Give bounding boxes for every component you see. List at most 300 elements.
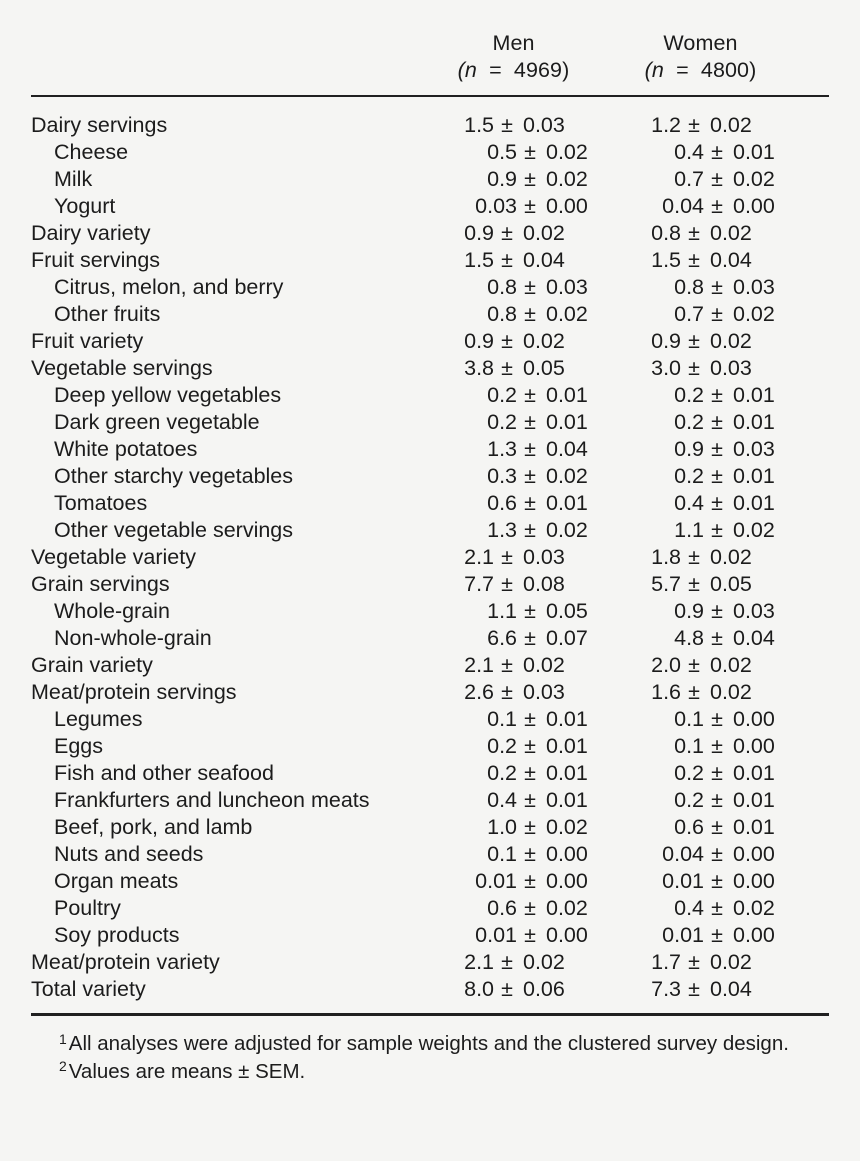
- table-row: [31, 679, 829, 706]
- n-italic: (n: [457, 58, 477, 82]
- mean-value: 0.1: [487, 842, 517, 866]
- value-cell-women: [630, 706, 817, 733]
- mean-value: 2.6: [464, 680, 494, 704]
- mean-value: 0.9: [674, 599, 704, 623]
- plus-minus-icon: ±: [524, 302, 536, 326]
- table-body: [31, 97, 829, 1003]
- mean-value: 3.8: [464, 356, 494, 380]
- footnote-text: All analyses were adjusted for sample weights and the clustered survey design.: [68, 1032, 789, 1055]
- value-cell-men: [420, 976, 607, 1003]
- mean-value: 0.9: [487, 167, 517, 191]
- sem-value: 0.03: [710, 356, 752, 380]
- value-cell-men: [443, 193, 630, 220]
- plus-minus-icon: ±: [524, 518, 536, 542]
- sem-value: 0.02: [546, 140, 588, 164]
- column-header-row: [31, 30, 829, 84]
- table-row: [31, 760, 829, 787]
- sem-value: 0.02: [733, 302, 775, 326]
- sem-value: 0.02: [733, 896, 775, 920]
- mean-value: 0.6: [487, 896, 517, 920]
- sem-value: 0.03: [733, 437, 775, 461]
- value-cell-men: [443, 814, 630, 841]
- mean-value: 0.8: [487, 302, 517, 326]
- mean-value: 0.9: [464, 329, 494, 353]
- value-cell-women: [607, 247, 794, 274]
- sem-value: 0.02: [546, 302, 588, 326]
- mean-value: 0.6: [674, 815, 704, 839]
- row-label-sub: Tomatoes: [54, 491, 148, 515]
- mean-value: 8.0: [464, 977, 494, 1001]
- sem-value: 0.03: [733, 275, 775, 299]
- value-cell-women: [607, 652, 794, 679]
- column-header-men: [420, 30, 607, 84]
- plus-minus-icon: ±: [524, 815, 536, 839]
- sem-value: 0.01: [546, 734, 588, 758]
- value-cell-men: [443, 490, 630, 517]
- row-label-sub: Dark green vegetable: [54, 410, 260, 434]
- table-row: [31, 949, 829, 976]
- plus-minus-icon: ±: [711, 464, 723, 488]
- sem-value: 0.01: [546, 410, 588, 434]
- mean-value: 0.01: [475, 869, 517, 893]
- value-cell-women: [607, 544, 794, 571]
- value-cell-women: [607, 328, 794, 355]
- plus-minus-icon: ±: [501, 113, 513, 137]
- row-label: Grain servings: [31, 572, 170, 596]
- value-cell-women: [630, 598, 817, 625]
- mean-value: 0.1: [674, 734, 704, 758]
- plus-minus-icon: ±: [688, 329, 700, 353]
- plus-minus-icon: ±: [711, 869, 723, 893]
- table-row: [31, 274, 829, 301]
- plus-minus-icon: ±: [711, 842, 723, 866]
- mean-value: 7.3: [651, 977, 681, 1001]
- sem-value: 0.01: [546, 383, 588, 407]
- value-cell-men: [443, 274, 630, 301]
- plus-minus-icon: ±: [711, 896, 723, 920]
- sem-value: 0.01: [733, 140, 775, 164]
- plus-minus-icon: ±: [711, 815, 723, 839]
- value-cell-women: [630, 760, 817, 787]
- value-cell-women: [630, 382, 817, 409]
- value-cell-women: [607, 679, 794, 706]
- sem-value: 0.02: [710, 950, 752, 974]
- value-cell-men: [443, 895, 630, 922]
- table-row: [31, 193, 829, 220]
- row-label-sub: Nuts and seeds: [54, 842, 204, 866]
- table-row: [31, 571, 829, 598]
- row-label-sub: Legumes: [54, 707, 143, 731]
- sem-value: 0.04: [523, 248, 565, 272]
- value-cell-men: [420, 220, 607, 247]
- sem-value: 0.00: [546, 869, 588, 893]
- value-cell-women: [630, 895, 817, 922]
- plus-minus-icon: ±: [688, 950, 700, 974]
- mean-value: 0.2: [674, 761, 704, 785]
- mean-value: 0.2: [487, 410, 517, 434]
- mean-value: 2.1: [464, 653, 494, 677]
- mean-value: 1.1: [674, 518, 704, 542]
- sem-value: 0.01: [546, 761, 588, 785]
- value-cell-men: [420, 949, 607, 976]
- sem-value: 0.00: [546, 842, 588, 866]
- value-cell-women: [630, 625, 817, 652]
- sem-value: 0.02: [523, 329, 565, 353]
- column-group-label: Women: [663, 31, 738, 55]
- sem-value: 0.06: [523, 977, 565, 1001]
- row-label: Dairy variety: [31, 221, 151, 245]
- mean-value: 2.1: [464, 545, 494, 569]
- table-row: [31, 706, 829, 733]
- value-cell-women: [630, 139, 817, 166]
- sem-value: 0.03: [523, 680, 565, 704]
- sem-value: 0.03: [546, 275, 588, 299]
- table-row: [31, 463, 829, 490]
- table-row: [31, 382, 829, 409]
- sem-value: 0.01: [733, 383, 775, 407]
- mean-value: 0.1: [487, 707, 517, 731]
- row-label: Fruit servings: [31, 248, 161, 272]
- mean-value: 2.1: [464, 950, 494, 974]
- sem-value: 0.02: [710, 329, 752, 353]
- sem-value: 0.02: [523, 950, 565, 974]
- sem-value: 0.08: [523, 572, 565, 596]
- value-cell-women: [630, 166, 817, 193]
- sem-value: 0.02: [710, 653, 752, 677]
- mean-value: 0.3: [487, 464, 517, 488]
- value-cell-men: [443, 598, 630, 625]
- value-cell-men: [420, 328, 607, 355]
- value-cell-men: [443, 301, 630, 328]
- value-cell-men: [420, 652, 607, 679]
- sem-value: 0.04: [710, 248, 752, 272]
- column-group-label: Men: [492, 31, 535, 55]
- mean-value: 4.8: [674, 626, 704, 650]
- row-label-sub: Milk: [54, 167, 93, 191]
- row-label: Dairy servings: [31, 113, 168, 137]
- plus-minus-icon: ±: [688, 653, 700, 677]
- plus-minus-icon: ±: [524, 761, 536, 785]
- row-label-sub: Cheese: [54, 140, 129, 164]
- mean-value: 1.5: [464, 113, 494, 137]
- value-cell-women: [630, 517, 817, 544]
- mean-value: 0.4: [674, 491, 704, 515]
- value-cell-women: [630, 841, 817, 868]
- sem-value: 0.02: [710, 221, 752, 245]
- footnote: [31, 1030, 829, 1058]
- footnote-marker: 2: [59, 1058, 67, 1075]
- plus-minus-icon: ±: [524, 599, 536, 623]
- plus-minus-icon: ±: [501, 545, 513, 569]
- mean-value: 0.2: [674, 464, 704, 488]
- plus-minus-icon: ±: [711, 788, 723, 812]
- mean-value: 0.4: [487, 788, 517, 812]
- plus-minus-icon: ±: [711, 167, 723, 191]
- plus-minus-icon: ±: [524, 734, 536, 758]
- sem-value: 0.01: [546, 788, 588, 812]
- mean-value: 1.2: [651, 113, 681, 137]
- plus-minus-icon: ±: [711, 194, 723, 218]
- value-cell-men: [420, 355, 607, 382]
- mean-value: 0.03: [475, 194, 517, 218]
- table-row: [31, 301, 829, 328]
- row-label-sub: Citrus, melon, and berry: [54, 275, 284, 299]
- plus-minus-icon: ±: [711, 302, 723, 326]
- mean-value: 0.8: [674, 275, 704, 299]
- plus-minus-icon: ±: [711, 923, 723, 947]
- plus-minus-icon: ±: [524, 491, 536, 515]
- sem-value: 0.00: [546, 923, 588, 947]
- sem-value: 0.00: [733, 734, 775, 758]
- mean-value: 6.6: [487, 626, 517, 650]
- mean-value: 1.1: [487, 599, 517, 623]
- plus-minus-icon: ±: [501, 221, 513, 245]
- sem-value: 0.02: [546, 167, 588, 191]
- table-row: [31, 625, 829, 652]
- plus-minus-icon: ±: [688, 680, 700, 704]
- plus-minus-icon: ±: [524, 464, 536, 488]
- value-cell-men: [443, 463, 630, 490]
- value-cell-women: [630, 193, 817, 220]
- plus-minus-icon: ±: [688, 356, 700, 380]
- plus-minus-icon: ±: [524, 410, 536, 434]
- sem-value: 0.02: [733, 167, 775, 191]
- value-cell-men: [443, 787, 630, 814]
- mean-value: 7.7: [464, 572, 494, 596]
- mean-value: 0.4: [674, 896, 704, 920]
- table-row: [31, 814, 829, 841]
- value-cell-men: [443, 436, 630, 463]
- plus-minus-icon: ±: [501, 680, 513, 704]
- mean-value: 0.04: [662, 842, 704, 866]
- plus-minus-icon: ±: [524, 896, 536, 920]
- column-sample-size: [607, 57, 794, 84]
- row-label: Meat/protein variety: [31, 950, 220, 974]
- table-row: [31, 652, 829, 679]
- plus-minus-icon: ±: [524, 707, 536, 731]
- value-cell-women: [630, 787, 817, 814]
- row-label-sub: Whole-grain: [54, 599, 170, 623]
- table-header: [31, 0, 829, 84]
- plus-minus-icon: ±: [688, 977, 700, 1001]
- sem-value: 0.02: [523, 653, 565, 677]
- mean-value: 1.5: [651, 248, 681, 272]
- row-label-sub: Fish and other seafood: [54, 761, 274, 785]
- table-row: [31, 247, 829, 274]
- value-cell-men: [443, 166, 630, 193]
- sem-value: 0.04: [733, 626, 775, 650]
- mean-value: 0.4: [674, 140, 704, 164]
- value-cell-women: [607, 571, 794, 598]
- sem-value: 0.02: [546, 896, 588, 920]
- table-row: [31, 895, 829, 922]
- value-cell-women: [630, 922, 817, 949]
- sem-value: 0.02: [546, 518, 588, 542]
- plus-minus-icon: ±: [501, 248, 513, 272]
- mean-value: 0.04: [662, 194, 704, 218]
- mean-value: 1.5: [464, 248, 494, 272]
- value-cell-men: [420, 112, 607, 139]
- table-row: [31, 841, 829, 868]
- value-cell-women: [607, 949, 794, 976]
- footnotes: [31, 1016, 829, 1085]
- plus-minus-icon: ±: [501, 950, 513, 974]
- sem-value: 0.02: [733, 518, 775, 542]
- sem-value: 0.02: [710, 545, 752, 569]
- plus-minus-icon: ±: [524, 626, 536, 650]
- value-cell-women: [607, 355, 794, 382]
- value-cell-women: [630, 409, 817, 436]
- table-row: [31, 517, 829, 544]
- table-row: [31, 112, 829, 139]
- plus-minus-icon: ±: [524, 275, 536, 299]
- value-cell-women: [630, 463, 817, 490]
- plus-minus-icon: ±: [711, 707, 723, 731]
- sem-value: 0.02: [710, 680, 752, 704]
- sem-value: 0.00: [733, 194, 775, 218]
- value-cell-women: [630, 733, 817, 760]
- sem-value: 0.02: [546, 815, 588, 839]
- sem-value: 0.02: [546, 464, 588, 488]
- plus-minus-icon: ±: [711, 437, 723, 461]
- table-row: [31, 436, 829, 463]
- sem-value: 0.00: [733, 923, 775, 947]
- mean-value: 1.3: [487, 437, 517, 461]
- footnote: [31, 1058, 829, 1086]
- row-label: Meat/protein servings: [31, 680, 237, 704]
- row-label: Fruit variety: [31, 329, 144, 353]
- value-cell-women: [630, 868, 817, 895]
- value-cell-men: [443, 922, 630, 949]
- value-cell-women: [630, 490, 817, 517]
- mean-value: 0.01: [662, 869, 704, 893]
- sem-value: 0.03: [733, 599, 775, 623]
- table-row: [31, 139, 829, 166]
- table-row: [31, 787, 829, 814]
- plus-minus-icon: ±: [711, 275, 723, 299]
- row-label-sub: Non-whole-grain: [54, 626, 212, 650]
- plus-minus-icon: ±: [711, 491, 723, 515]
- mean-value: 0.01: [662, 923, 704, 947]
- mean-value: 0.2: [487, 383, 517, 407]
- sem-value: 0.05: [523, 356, 565, 380]
- sem-value: 0.01: [546, 707, 588, 731]
- row-label-sub: Yogurt: [54, 194, 116, 218]
- plus-minus-icon: ±: [501, 977, 513, 1001]
- value-cell-women: [607, 220, 794, 247]
- table-row: [31, 409, 829, 436]
- row-label-sub: Other fruits: [54, 302, 161, 326]
- plus-minus-icon: ±: [711, 599, 723, 623]
- mean-value: 5.7: [651, 572, 681, 596]
- mean-value: 0.2: [487, 761, 517, 785]
- mean-value: 3.0: [651, 356, 681, 380]
- plus-minus-icon: ±: [688, 248, 700, 272]
- plus-minus-icon: ±: [711, 410, 723, 434]
- mean-value: 0.7: [674, 302, 704, 326]
- table-row: [31, 598, 829, 625]
- mean-value: 0.8: [487, 275, 517, 299]
- mean-value: 0.01: [475, 923, 517, 947]
- value-cell-men: [443, 868, 630, 895]
- sem-value: 0.01: [733, 410, 775, 434]
- row-label-sub: Poultry: [54, 896, 121, 920]
- plus-minus-icon: ±: [524, 437, 536, 461]
- sem-value: 0.04: [546, 437, 588, 461]
- sem-value: 0.03: [523, 113, 565, 137]
- sem-value: 0.07: [546, 626, 588, 650]
- table-row: [31, 328, 829, 355]
- value-cell-men: [420, 544, 607, 571]
- plus-minus-icon: ±: [524, 842, 536, 866]
- plus-minus-icon: ±: [711, 140, 723, 164]
- row-label-sub: Organ meats: [54, 869, 179, 893]
- n-value-men: = 4969): [476, 58, 570, 82]
- row-label-sub: Frankfurters and luncheon meats: [54, 788, 370, 812]
- table-row: [31, 922, 829, 949]
- plus-minus-icon: ±: [524, 923, 536, 947]
- plus-minus-icon: ±: [501, 572, 513, 596]
- mean-value: 0.2: [487, 734, 517, 758]
- value-cell-women: [630, 814, 817, 841]
- sem-value: 0.01: [733, 761, 775, 785]
- row-label: Grain variety: [31, 653, 153, 677]
- mean-value: 1.7: [651, 950, 681, 974]
- n-value-women: = 4800): [663, 58, 757, 82]
- plus-minus-icon: ±: [501, 329, 513, 353]
- plus-minus-icon: ±: [711, 734, 723, 758]
- value-cell-women: [607, 112, 794, 139]
- sem-value: 0.01: [546, 491, 588, 515]
- value-cell-women: [630, 436, 817, 463]
- mean-value: 0.9: [464, 221, 494, 245]
- value-cell-men: [443, 409, 630, 436]
- value-cell-men: [443, 706, 630, 733]
- mean-value: 0.7: [674, 167, 704, 191]
- sem-value: 0.02: [710, 113, 752, 137]
- value-cell-men: [443, 841, 630, 868]
- mean-value: 0.2: [674, 410, 704, 434]
- value-cell-men: [443, 760, 630, 787]
- table-row: [31, 733, 829, 760]
- plus-minus-icon: ±: [524, 383, 536, 407]
- mean-value: 1.8: [651, 545, 681, 569]
- table-row: [31, 868, 829, 895]
- row-label: Total variety: [31, 977, 146, 1001]
- plus-minus-icon: ±: [501, 356, 513, 380]
- value-cell-men: [443, 733, 630, 760]
- sem-value: 0.04: [710, 977, 752, 1001]
- footnote-text: Values are means ± SEM.: [68, 1059, 306, 1083]
- row-label: Vegetable variety: [31, 545, 196, 569]
- value-cell-men: [443, 517, 630, 544]
- mean-value: 0.9: [674, 437, 704, 461]
- table-row: [31, 220, 829, 247]
- plus-minus-icon: ±: [524, 869, 536, 893]
- sem-value: 0.02: [523, 221, 565, 245]
- sem-value: 0.00: [733, 869, 775, 893]
- sem-value: 0.01: [733, 815, 775, 839]
- mean-value: 0.6: [487, 491, 517, 515]
- row-label-sub: Soy products: [54, 923, 180, 947]
- sem-value: 0.00: [546, 194, 588, 218]
- table-row: [31, 355, 829, 382]
- table-row: [31, 544, 829, 571]
- mean-value: 1.6: [651, 680, 681, 704]
- mean-value: 2.0: [651, 653, 681, 677]
- mean-value: 0.2: [674, 383, 704, 407]
- sem-value: 0.01: [733, 491, 775, 515]
